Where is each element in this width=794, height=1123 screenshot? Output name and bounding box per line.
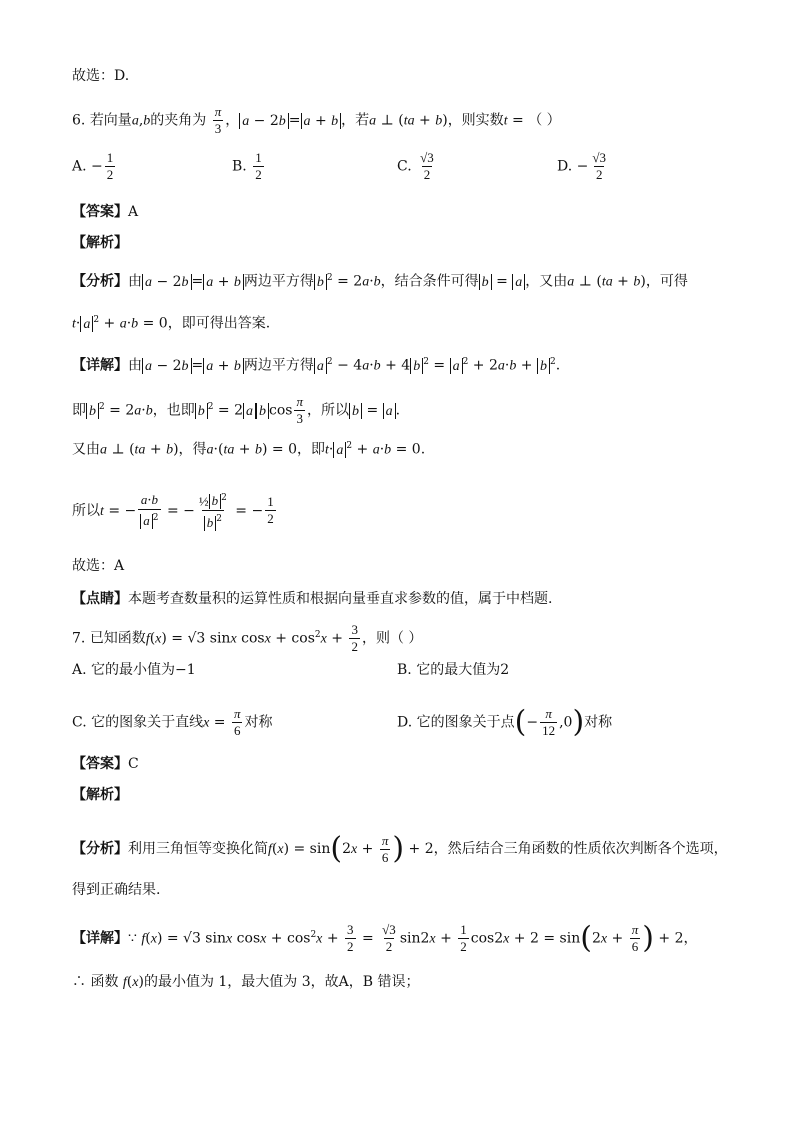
q6-option-d[interactable]: D. − $\frac{√3}{2}$ (557, 150, 607, 182)
q6-fenxi-line1: 【分析】由 a − 2b = a + b 两边平方得 b $^2$ = 2a·b，结合条件可得 b = a ，又由a ⊥ (ta + b)，可得 (72, 273, 688, 290)
q7-xiangjie-line2: ∴ 函数 f(x)的最小值为 1，最大值为 3，故A，B 错误； (72, 974, 420, 990)
q6-option-b[interactable]: B. $\frac{1}{2}$ (232, 150, 262, 182)
q6-analysis-heading: 【解析】 (72, 235, 128, 251)
q6-xiangjie-line1: 【详解】由 a − 2b = a + b 两边平方得 a $^2$ − 4a·b + 4 b $^2$ = a $^2$ + 2a·b + b $^2$. (72, 357, 561, 374)
q6-conclusion: 故选：A (72, 558, 125, 574)
q7-analysis-heading: 【解析】 (72, 787, 128, 803)
q6-xiangjie-line4: 所以t = − $\frac{a\cdot b}{a ^2}$ = − $\frac{\frac{1}{2} b ^2}{b ^2}$ = − $\frac{1}{2}$ (72, 491, 274, 530)
q7-option-c[interactable]: C. 它的图象关于直线x = $\frac{\pi}{6}$ 对称 (72, 706, 273, 738)
q6-xiangjie-line2: 即 b $^2$ = 2a·b，也即 b $^2$ = 2 a b cos $\frac{\pi}{3}$ ，所以 b = a . (72, 394, 401, 426)
q6-xiangjie-line3: 又由a ⊥ (ta + b)，得a·(ta + b) = 0，即t· a $^2$ + a·b = 0. (72, 441, 426, 458)
q6-dianjing: 【点睛】本题考查数量积的运算性质和根据向量垂直求参数的值，属于中档题. (72, 591, 553, 607)
q7-answer: 【答案】C (72, 756, 139, 772)
q6-fenxi-line2: t· a $^2$ + a·b = 0，即可得出答案. (72, 315, 271, 332)
q7-option-a[interactable]: A. 它的最小值为−1 (72, 662, 196, 678)
q7-xiangjie-line1: 【详解】∵ f(x) = √3 sinx $\cos x + \cos^2x$ + $\frac{3}{2}$ = $\frac{√3}{2}$ sin2x + $\frac{1}{2}$ cos2x + 2 = sin(2x + $\frac{\pi}{6}$ ) + 2， (72, 920, 698, 956)
q7-fenxi-line2: 得到正确结果. (72, 882, 161, 898)
question-7-stem: 7. 已知函数f(x) = √3 sinx $\cos x + \cos^2x$ + $\frac{3}{2}$ ，则（ ） (72, 622, 423, 654)
q6-answer: 【答案】A (72, 204, 139, 220)
prev-conclusion: 故选：D. (72, 68, 130, 84)
q7-option-d[interactable]: D. 它的图象关于点(− $\frac{\pi}{12}$ ,0)对称 (397, 704, 613, 740)
q7-option-b[interactable]: B. 它的最大值为2 (397, 662, 510, 678)
q6-option-a[interactable]: A. − $\frac{1}{2}$ (72, 150, 114, 182)
q6-option-c[interactable]: C. $\frac{√3}{2}$ (397, 150, 434, 182)
question-6-stem: 6. 若向量a,b的夹角为 $\frac{\pi}{3}$ ， a − 2b = a + b ，若a ⊥ (ta + b)，则实数t = （ ） (72, 104, 561, 136)
q7-fenxi-line1: 【分析】利用三角恒等变换化简f(x) = sin(2x + $\frac{\pi}{6}$ ) + 2，然后结合三角函数的性质依次判断各个选项， (72, 831, 728, 866)
